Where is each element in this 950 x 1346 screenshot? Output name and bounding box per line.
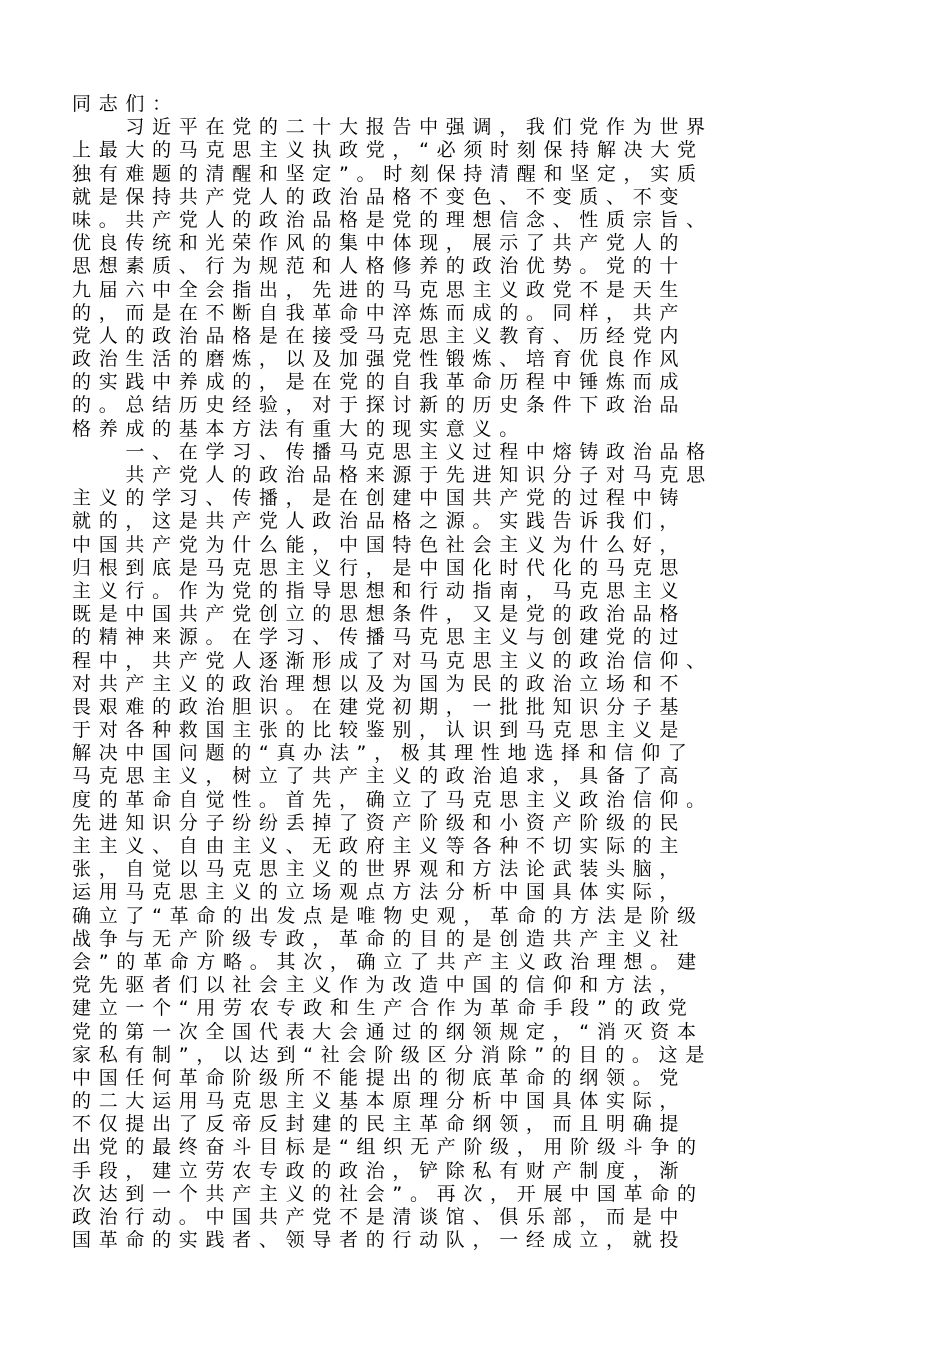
document-body xyxy=(72,93,872,1252)
text-line: 一、在学习、传播马克思主义过程中熔铸政治品格 xyxy=(72,440,713,463)
text-line: 主主义、自由主义、无政府主义等各种不切实际的主 xyxy=(72,835,687,857)
text-line: 手段，建立劳农专政的政治，铲除私有财产制度，渐 xyxy=(72,1159,687,1182)
text-line: 程中，共产党人逐渐形成了对马克思主义的政治信仰、 xyxy=(72,649,713,672)
text-line: 独有难题的清醒和坚定”。时刻保持清醒和坚定，实质 xyxy=(72,162,704,185)
text-line: 共产党人的政治品格来源于先进知识分子对马克思 xyxy=(72,464,713,486)
text-line: 确立了“革命的出发点是唯物史观，革命的方法是阶级 xyxy=(72,904,704,927)
text-line: 党的第一次全国代表大会通过的纲领规定，“消灭资本 xyxy=(72,1020,704,1043)
text-line: 习近平在党的二十大报告中强调，我们党作为世界 xyxy=(72,116,713,139)
text-line: 不仅提出了反帝反封建的民主革命纲领，而且明确提 xyxy=(72,1113,687,1136)
text-line: 马克思主义，树立了共产主义的政治追求，具备了高 xyxy=(72,765,687,788)
text-line: 运用马克思主义的立场观点方法分析中国具体实际， xyxy=(72,881,687,904)
text-line: 张，自觉以马克思主义的世界观和方法论武装头脑， xyxy=(72,858,687,881)
text-line: 主义行。作为党的指导思想和行动指南，马克思主义 xyxy=(72,579,687,602)
text-line: 就的，这是共产党人政治品格之源。实践告诉我们， xyxy=(72,510,687,533)
text-line: 战争与无产阶级专政，革命的目的是创造共产主义社 xyxy=(72,927,687,950)
text-line: 先进知识分子纷纷丢掉了资产阶级和小资产阶级的民 xyxy=(72,811,687,834)
text-line: 就是保持共产党人的政治品格不变色、不变质、不变 xyxy=(72,185,687,208)
text-line: 中国共产党为什么能，中国特色社会主义为什么好， xyxy=(72,533,687,556)
text-line: 格养成的基本方法有重大的现实意义。 xyxy=(72,417,526,440)
text-line: 会”的革命方略。其次，确立了共产主义政治理想。建 xyxy=(72,950,704,973)
text-line: 的。总结历史经验，对于探讨新的历史条件下政治品 xyxy=(72,394,687,417)
text-line: 政治行动。中国共产党不是清谈馆、俱乐部，而是中 xyxy=(72,1206,687,1228)
text-line: 的精神来源。在学习、传播马克思主义与创建党的过 xyxy=(72,626,687,649)
text-line: 党人的政治品格是在接受马克思主义教育、历经党内 xyxy=(72,324,687,347)
text-line: 同志们： xyxy=(72,93,179,115)
text-line: 主义的学习、传播，是在创建中国共产党的过程中铸 xyxy=(72,487,687,510)
text-line: 思想素质、行为规范和人格修养的政治优势。党的十 xyxy=(72,255,687,278)
text-line: 的二大运用马克思主义基本原理分析中国具体实际， xyxy=(72,1090,687,1113)
text-line: 既是中国共产党创立的思想条件，又是党的政治品格 xyxy=(72,603,687,626)
text-line: 建立一个“用劳农专政和生产合作为革命手段”的政党 xyxy=(72,997,695,1020)
text-line: 畏艰难的政治胆识。在建党初期，一批批知识分子基 xyxy=(72,695,687,718)
text-line: 解决中国问题的“真办法”，极其理性地选择和信仰了 xyxy=(72,742,695,765)
text-line: 政治生活的磨炼，以及加强党性锻炼、培育优良作风 xyxy=(72,348,687,371)
text-line: 中国任何革命阶级所不能提出的彻底革命的纲领。党 xyxy=(72,1066,687,1089)
text-line: 上最大的马克思主义执政党，“必须时刻保持解决大党 xyxy=(72,139,704,162)
text-line: 家私有制”，以达到“社会阶级区分消除”的目的。这是 xyxy=(72,1043,713,1066)
text-line: 对共产主义的政治理想以及为国为民的政治立场和不 xyxy=(72,672,687,695)
text-line: 九届六中全会指出，先进的马克思主义政党不是天生 xyxy=(72,278,687,301)
text-line: 的，而是在不断自我革命中淬炼而成的。同样，共产 xyxy=(72,301,687,324)
text-line: 国革命的实践者、领导者的行动队，一经成立，就投 xyxy=(72,1229,687,1252)
text-line: 归根到底是马克思主义行，是中国化时代化的马克思 xyxy=(72,556,687,579)
text-line: 出党的最终奋斗目标是“组织无产阶级，用阶级斗争的 xyxy=(72,1136,704,1159)
text-line: 次达到一个共产主义的社会”。再次，开展中国革命的 xyxy=(72,1182,704,1205)
text-line: 度的革命自觉性。首先，确立了马克思主义政治信仰。 xyxy=(72,788,713,811)
text-line: 味。共产党人的政治品格是党的理想信念、性质宗旨、 xyxy=(72,208,713,231)
text-line: 的实践中养成的，是在党的自我革命历程中锤炼而成 xyxy=(72,371,687,394)
text-line: 党先驱者们以社会主义作为改造中国的信仰和方法， xyxy=(72,974,687,997)
text-line: 优良传统和光荣作风的集中体现，展示了共产党人的 xyxy=(72,232,687,255)
text-line: 于对各种救国主张的比较鉴别，认识到马克思主义是 xyxy=(72,719,687,742)
